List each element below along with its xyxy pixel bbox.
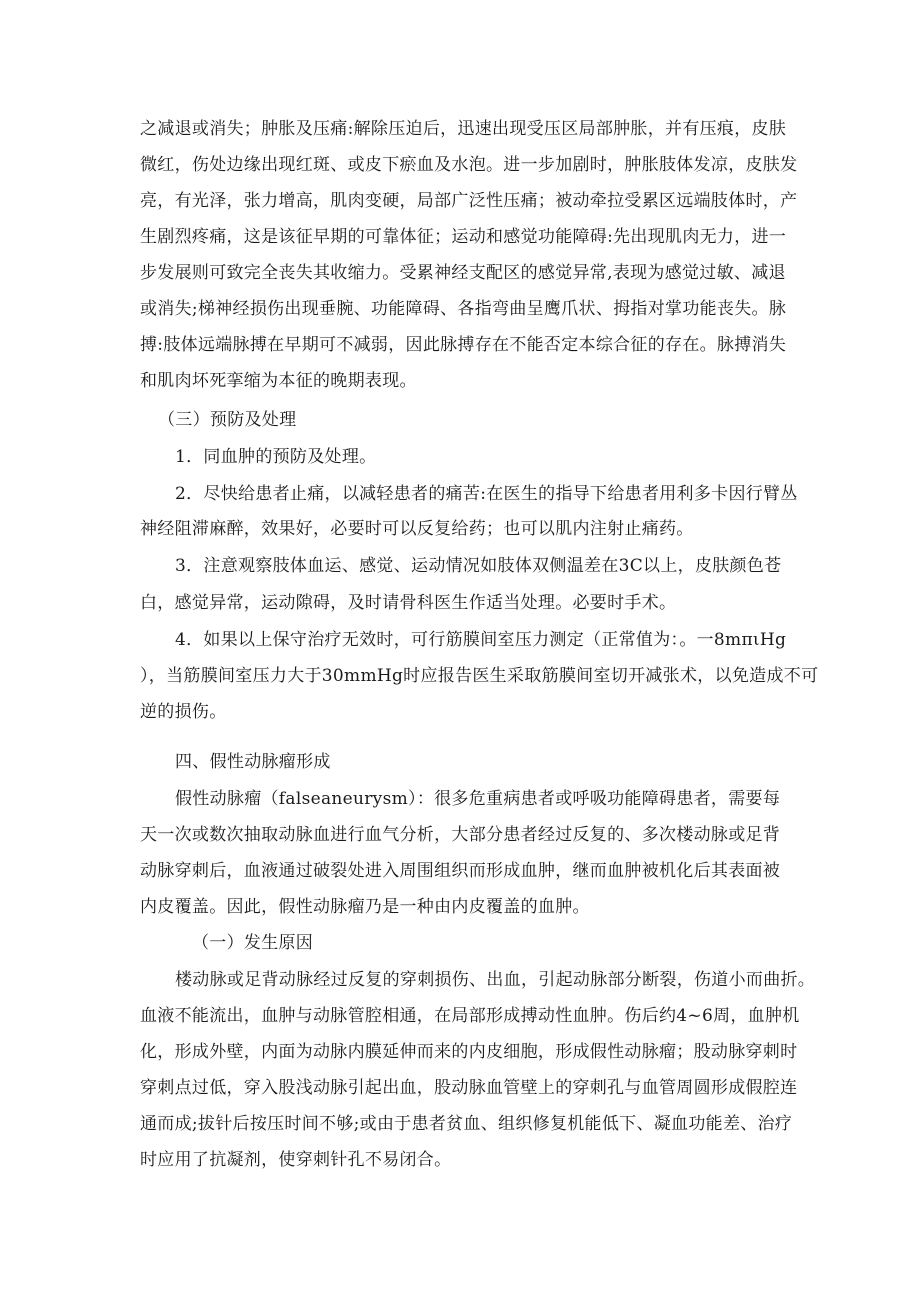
text-line: 假性动脉瘤（falseaneurysm）：很多危重病患者或呼吸功能障碍患者，需要每 bbox=[175, 789, 781, 809]
text-line: 步发展则可致完全丧失其收缩力。受累神经支配区的感觉异常,表现为感觉过敏、减退 bbox=[140, 263, 786, 283]
text-line: 4．如果以上保守治疗无效时，可行筋膜间室压力测定（正常值为：。一8mπιHg bbox=[175, 630, 787, 650]
text-line: 神经阻滞麻醉，效果好，必要时可以反复给药；也可以肌内注射止痛药。 bbox=[140, 519, 694, 539]
text-line: 天一次或数次抽取动脉血进行血气分析，大部分患者经过反复的、多次楼动脉或足背 bbox=[140, 825, 781, 845]
text-line: 之减退或消失；肿胀及压痛:解除压迫后，迅速出现受压区局部肿胀，并有压痕，皮肤 bbox=[140, 119, 787, 139]
text-line: 化，形成外壁，内面为动脉内膜延伸而来的内皮细胞，形成假性动脉瘤；股动脉穿刺时 bbox=[140, 1042, 798, 1062]
text-line: 和肌肉坏死挛缩为本征的晚期表现。 bbox=[140, 371, 417, 391]
text-line: 逆的损伤。 bbox=[140, 702, 227, 722]
text-line: 穿刺点过低，穿入股浅动脉引起出血，股动脉血管壁上的穿刺孔与血管周圆形成假腔连 bbox=[140, 1078, 798, 1098]
text-line: 3．注意观察肢体血运、感觉、运动情况如肢体双侧温差在3C以上，皮肤颜色苍 bbox=[175, 556, 782, 576]
text-line: 搏:肢体远端脉搏在早期可不减弱，因此脉搏存在不能否定本综合征的存在。脉搏消失 bbox=[140, 335, 787, 355]
section-heading-prevention: （三）预防及处理 bbox=[158, 410, 297, 430]
text-line: 楼动脉或足背动脉经过反复的穿刺损伤、出血，引起动脉部分断裂，伤道小而曲折。 bbox=[175, 970, 816, 990]
subsection-heading-causes: （一）发生原因 bbox=[192, 933, 314, 953]
text-line: 微红，伤处边缘出现红斑、或皮下瘀血及水泡。进一步加剧时，肿胀肢体发凉，皮肤发 bbox=[140, 155, 798, 175]
text-line: 亮，有光泽，张力增高，肌肉变硬，局部广泛性压痛；被动牵拉受累区远端肢体时，产 bbox=[140, 191, 798, 211]
text-line: 时应用了抗凝剂，使穿刺针孔不易闭合。 bbox=[140, 1150, 452, 1170]
text-line: 白，感觉异常，运动隙碍，及时请骨科医生作适当处理。必要时手术。 bbox=[140, 593, 677, 613]
text-line: 或消失;梯神经损伤出现垂腕、功能障碍、各指弯曲呈鹰爪状、拇指对掌功能丧失。脉 bbox=[140, 299, 787, 319]
text-line: 血液不能流出，血肿与动脉管腔相通，在局部形成搏动性血肿。伤后约4~6周，血肿机 bbox=[140, 1006, 800, 1026]
text-line: 内皮覆盖。因此，假性动脉瘤乃是一种由内皮覆盖的血肿。 bbox=[140, 897, 590, 917]
text-line: 通而成;拔针后按压时间不够;或由于患者贫血、组织修复机能低下、凝血功能差、治疗 bbox=[140, 1114, 793, 1134]
section-heading-pseudoaneurysm: 四、假性动脉瘤形成 bbox=[175, 752, 331, 772]
text-line: 2．尽快给患者止痛，以减轻患者的痛苦:在医生的指导下给患者用利多卡因行臂丛 bbox=[175, 484, 798, 504]
list-item-1: 1．同血肿的预防及处理。 bbox=[175, 447, 377, 467]
text-line: 生剧烈疼痛，这是该征早期的可靠体征；运动和感觉功能障碍:先出现肌肉无力，进一 bbox=[140, 227, 787, 247]
text-line: 动脉穿刺后，血液通过破裂处进入周围组织而形成血肿，继而血肿被机化后其表面被 bbox=[140, 861, 781, 881]
text-line: ），当筋膜间室压力大于30mmHg时应报告医生采取筋膜间室切开减张术，以免造成不可 bbox=[140, 666, 819, 686]
